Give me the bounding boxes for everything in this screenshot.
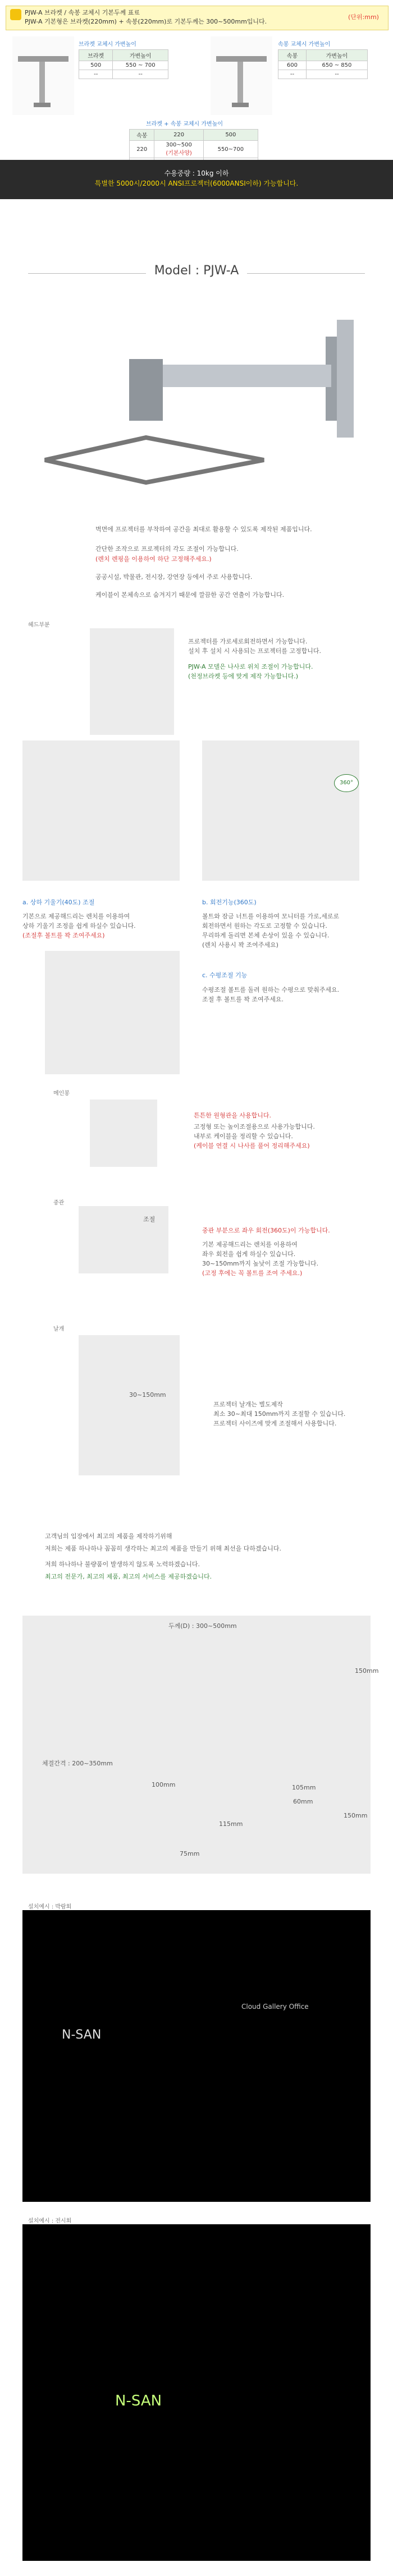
rotate-title: b. 회전기능(360도) <box>202 899 257 906</box>
gallery1-photo <box>22 1910 371 2202</box>
rod-th-1: 가변높이 <box>306 50 367 61</box>
rod-tag: 메인봉 <box>53 1091 70 1097</box>
header-line2: PJW-A 기본형은 브라켓(220mm) + 속봉(220mm)로 기본두께는 300~500mm입니다. <box>25 18 267 25</box>
bracket-cell: 550 ~ 700 <box>113 61 168 70</box>
rod-diagram <box>211 36 272 115</box>
adapter-line2: 설치 후 설치 시 사용되는 프로젝터를 고정합니다. <box>188 647 321 655</box>
gallery2-photo <box>22 2224 371 2561</box>
dims-d150: 150mm <box>344 1812 368 1819</box>
rod-line3: 내부로 케이블을 정리할 수 있습니다. <box>194 1133 293 1140</box>
ring-line2: 좌우 회전을 쉽게 하실수 있습니다. <box>202 1250 296 1258</box>
intro-5: 케이블이 본체속으로 숨겨지기 때문에 깔끔한 공간 연출이 가능합니다. <box>95 591 285 599</box>
height-line2: 최소 30~최대 150mm까지 조절할 수 있습니다. <box>213 1410 346 1418</box>
bracket-th-0: 브라켓 <box>79 50 113 61</box>
height-line3: 프로젝터 사이즈에 맞게 조절해서 사용합니다. <box>213 1420 337 1427</box>
model-title: Model : PJW-A <box>154 264 239 278</box>
combo-th-0: 속봉 <box>130 130 154 141</box>
height-photo <box>79 1335 180 1475</box>
tilt-photo <box>22 740 180 881</box>
rotate-desc4: (렌치 사용시 꽉 조여주세요) <box>202 941 278 949</box>
ring-line3: 30~150mm까지 높낮이 조절 가능합니다. <box>202 1260 319 1267</box>
bracket-cell: -- <box>79 70 113 79</box>
gallery1-logo: N-SAN <box>62 2028 102 2042</box>
rotate-desc2: 회전하면서 원하는 각도로 고정할 수 있습니다. <box>202 922 327 930</box>
ring-line4: (고정 후에는 꼭 볼트를 조여 주세요.) <box>202 1269 303 1277</box>
ring-line1: 기본 제공해드리는 렌치를 이용하여 <box>202 1241 298 1248</box>
bracket-table-title: 브라켓 교체시 가변높이 <box>79 42 136 48</box>
header-note: (단위:mm) <box>348 13 379 21</box>
bracket-cell: 500 <box>79 61 113 70</box>
rod-cell: 600 <box>278 61 307 70</box>
intro-4: 공공시설, 박물관, 전시장, 강연장 등에서 주로 사용합니다. <box>95 573 253 581</box>
adapter-tag: 헤드부분 <box>28 622 50 628</box>
level-title: c. 수평조절 기능 <box>202 972 248 979</box>
adapter-line4: (천정브라켓 등에 맞게 제작 가능합니다.) <box>188 673 299 680</box>
tilt-desc3: (조절후 볼트를 꽉 조여주세요) <box>22 932 105 939</box>
intro-1: 벽면에 프로젝터를 부착하여 공간을 최대로 활용할 수 있도록 제작된 제품입니다. <box>95 526 312 533</box>
combo-th-1: 220 <box>154 130 203 141</box>
note-4: 최고의 전문가, 최고의 제품, 최고의 서비스를 제공하겠습니다. <box>45 1573 212 1580</box>
intro-2: 간단한 조작으로 프로젝터의 각도 조절이 가능합니다. <box>95 545 239 553</box>
adapter-line1: 프로젝터를 가로세로회전하면서 가능합니다. <box>188 638 308 645</box>
level-line2: 조절 후 볼트를 꽉 조여주세요. <box>202 996 284 1003</box>
bracket-cell: -- <box>113 70 168 79</box>
combo-cell <box>154 141 203 158</box>
level-line1: 수평조절 볼트를 돌려 원하는 수평으로 맞춰주세요. <box>202 986 340 993</box>
notes-box <box>45 1531 348 1588</box>
rod-line4: (케이블 연결 시 나사를 풀어 정리해주세요) <box>194 1142 310 1149</box>
rod-cell: -- <box>278 70 307 79</box>
rotate-desc1: 볼트와 잠금 너트를 이용하여 모니터를 가로,세로로 <box>202 913 340 920</box>
header-line1: PJW-A 브라켓 / 속봉 교체시 기본두께 표료 <box>25 9 140 16</box>
ring-label: 조절 <box>143 1216 156 1223</box>
dims-total: 두께(D) : 300~500mm <box>168 1622 237 1630</box>
combo-cell-value: 300~500 <box>166 142 192 148</box>
adapter-photo <box>90 628 174 735</box>
combo-cell: 550~700 <box>203 141 258 158</box>
bracket-table <box>79 49 168 79</box>
dims-d100: 100mm <box>152 1781 176 1788</box>
ring-title: 중관 부분으로 좌우 회전(360도)이 가능합니다. <box>202 1227 330 1234</box>
rod-table-title: 속봉 교체시 가변높이 <box>278 42 331 48</box>
tilt-desc1: 기본으로 제공해드리는 렌치를 이용하여 <box>22 913 130 920</box>
angle-badge: 360° <box>334 774 359 792</box>
gallery2-logo: N-SAN <box>115 2393 162 2409</box>
dims-diagram <box>22 1616 371 1874</box>
banner-line1: 수용중량 : 10kg 이하 <box>164 169 229 177</box>
dims-height: 150mm <box>355 1667 379 1675</box>
adapter-line3: PJW-A 모델은 나사로 위치 조절이 가능합니다. <box>188 663 313 670</box>
dims-d115: 115mm <box>219 1820 243 1828</box>
gallery1-caption: Cloud Gallery Office <box>241 2003 309 2011</box>
tilt-title: a. 상하 기울기(40도) 조절 <box>22 899 95 906</box>
rod-cell: 650 ~ 850 <box>306 61 367 70</box>
rod-photo <box>90 1100 157 1167</box>
combo-table-title: 브라켓 + 속봉 교체시 가변높이 <box>146 121 223 127</box>
gallery1-tag: 설치예시 : 박람회 <box>28 1904 72 1910</box>
dims-d105: 105mm <box>292 1784 316 1791</box>
rotate-photo <box>202 740 359 881</box>
combo-th-2: 500 <box>203 130 258 141</box>
rod-th-0: 속봉 <box>278 50 307 61</box>
level-photo <box>45 951 180 1074</box>
rotate-desc3: 무리하게 돌리면 본체 손상이 있을 수 있습니다. <box>202 932 330 939</box>
note-2: 저희는 제품 하나하나 꼼꼼히 생각하는 최고의 제품을 만들기 위해 최선을 다하겠습니다. <box>45 1545 281 1552</box>
product-image <box>22 297 371 499</box>
height-dim: 30~150mm <box>129 1391 166 1399</box>
note-3: 저희 하나하나 불량품이 발생하지 않도록 노력하겠습니다. <box>45 1561 200 1568</box>
dims-d75: 75mm <box>180 1850 200 1857</box>
rod-cell: -- <box>306 70 367 79</box>
badge-icon <box>10 9 21 20</box>
rod-table <box>278 49 368 79</box>
bracket-diagram <box>12 36 74 115</box>
height-line1: 프로젝터 날개는 별도제작 <box>213 1401 283 1408</box>
banner-line2: 특별한 5000시/2000시 ANSI프로젝터(6000ANSI이하) 가능합니다. <box>94 180 299 187</box>
rod-line1: 튼튼한 원형관을 사용합니다. <box>194 1112 272 1119</box>
tilt-desc2: 상하 기울기 조정을 쉽게 하실수 있습니다. <box>22 922 136 930</box>
dims-d60: 60mm <box>293 1798 313 1805</box>
note-1: 고객님의 입장에서 최고의 제품을 제작하기위해 <box>45 1533 172 1540</box>
ring-tag: 중관 <box>53 1200 65 1206</box>
rod-line2: 고정형 또는 높이조절용으로 사용가능합니다. <box>194 1123 315 1130</box>
dims-width: 체결간격 : 200~350mm <box>42 1760 113 1767</box>
bracket-th-1: 가변높이 <box>113 50 168 61</box>
combo-note: (기본사양) <box>166 150 192 157</box>
height-tag: 날개 <box>53 1326 65 1332</box>
combo-cell: 220 <box>130 141 154 158</box>
intro-3: (렌치 렌핑을 이용하여 하단 고정해주세요.) <box>95 555 212 563</box>
gallery2-tag: 설치예시 : 전시회 <box>28 2218 72 2224</box>
